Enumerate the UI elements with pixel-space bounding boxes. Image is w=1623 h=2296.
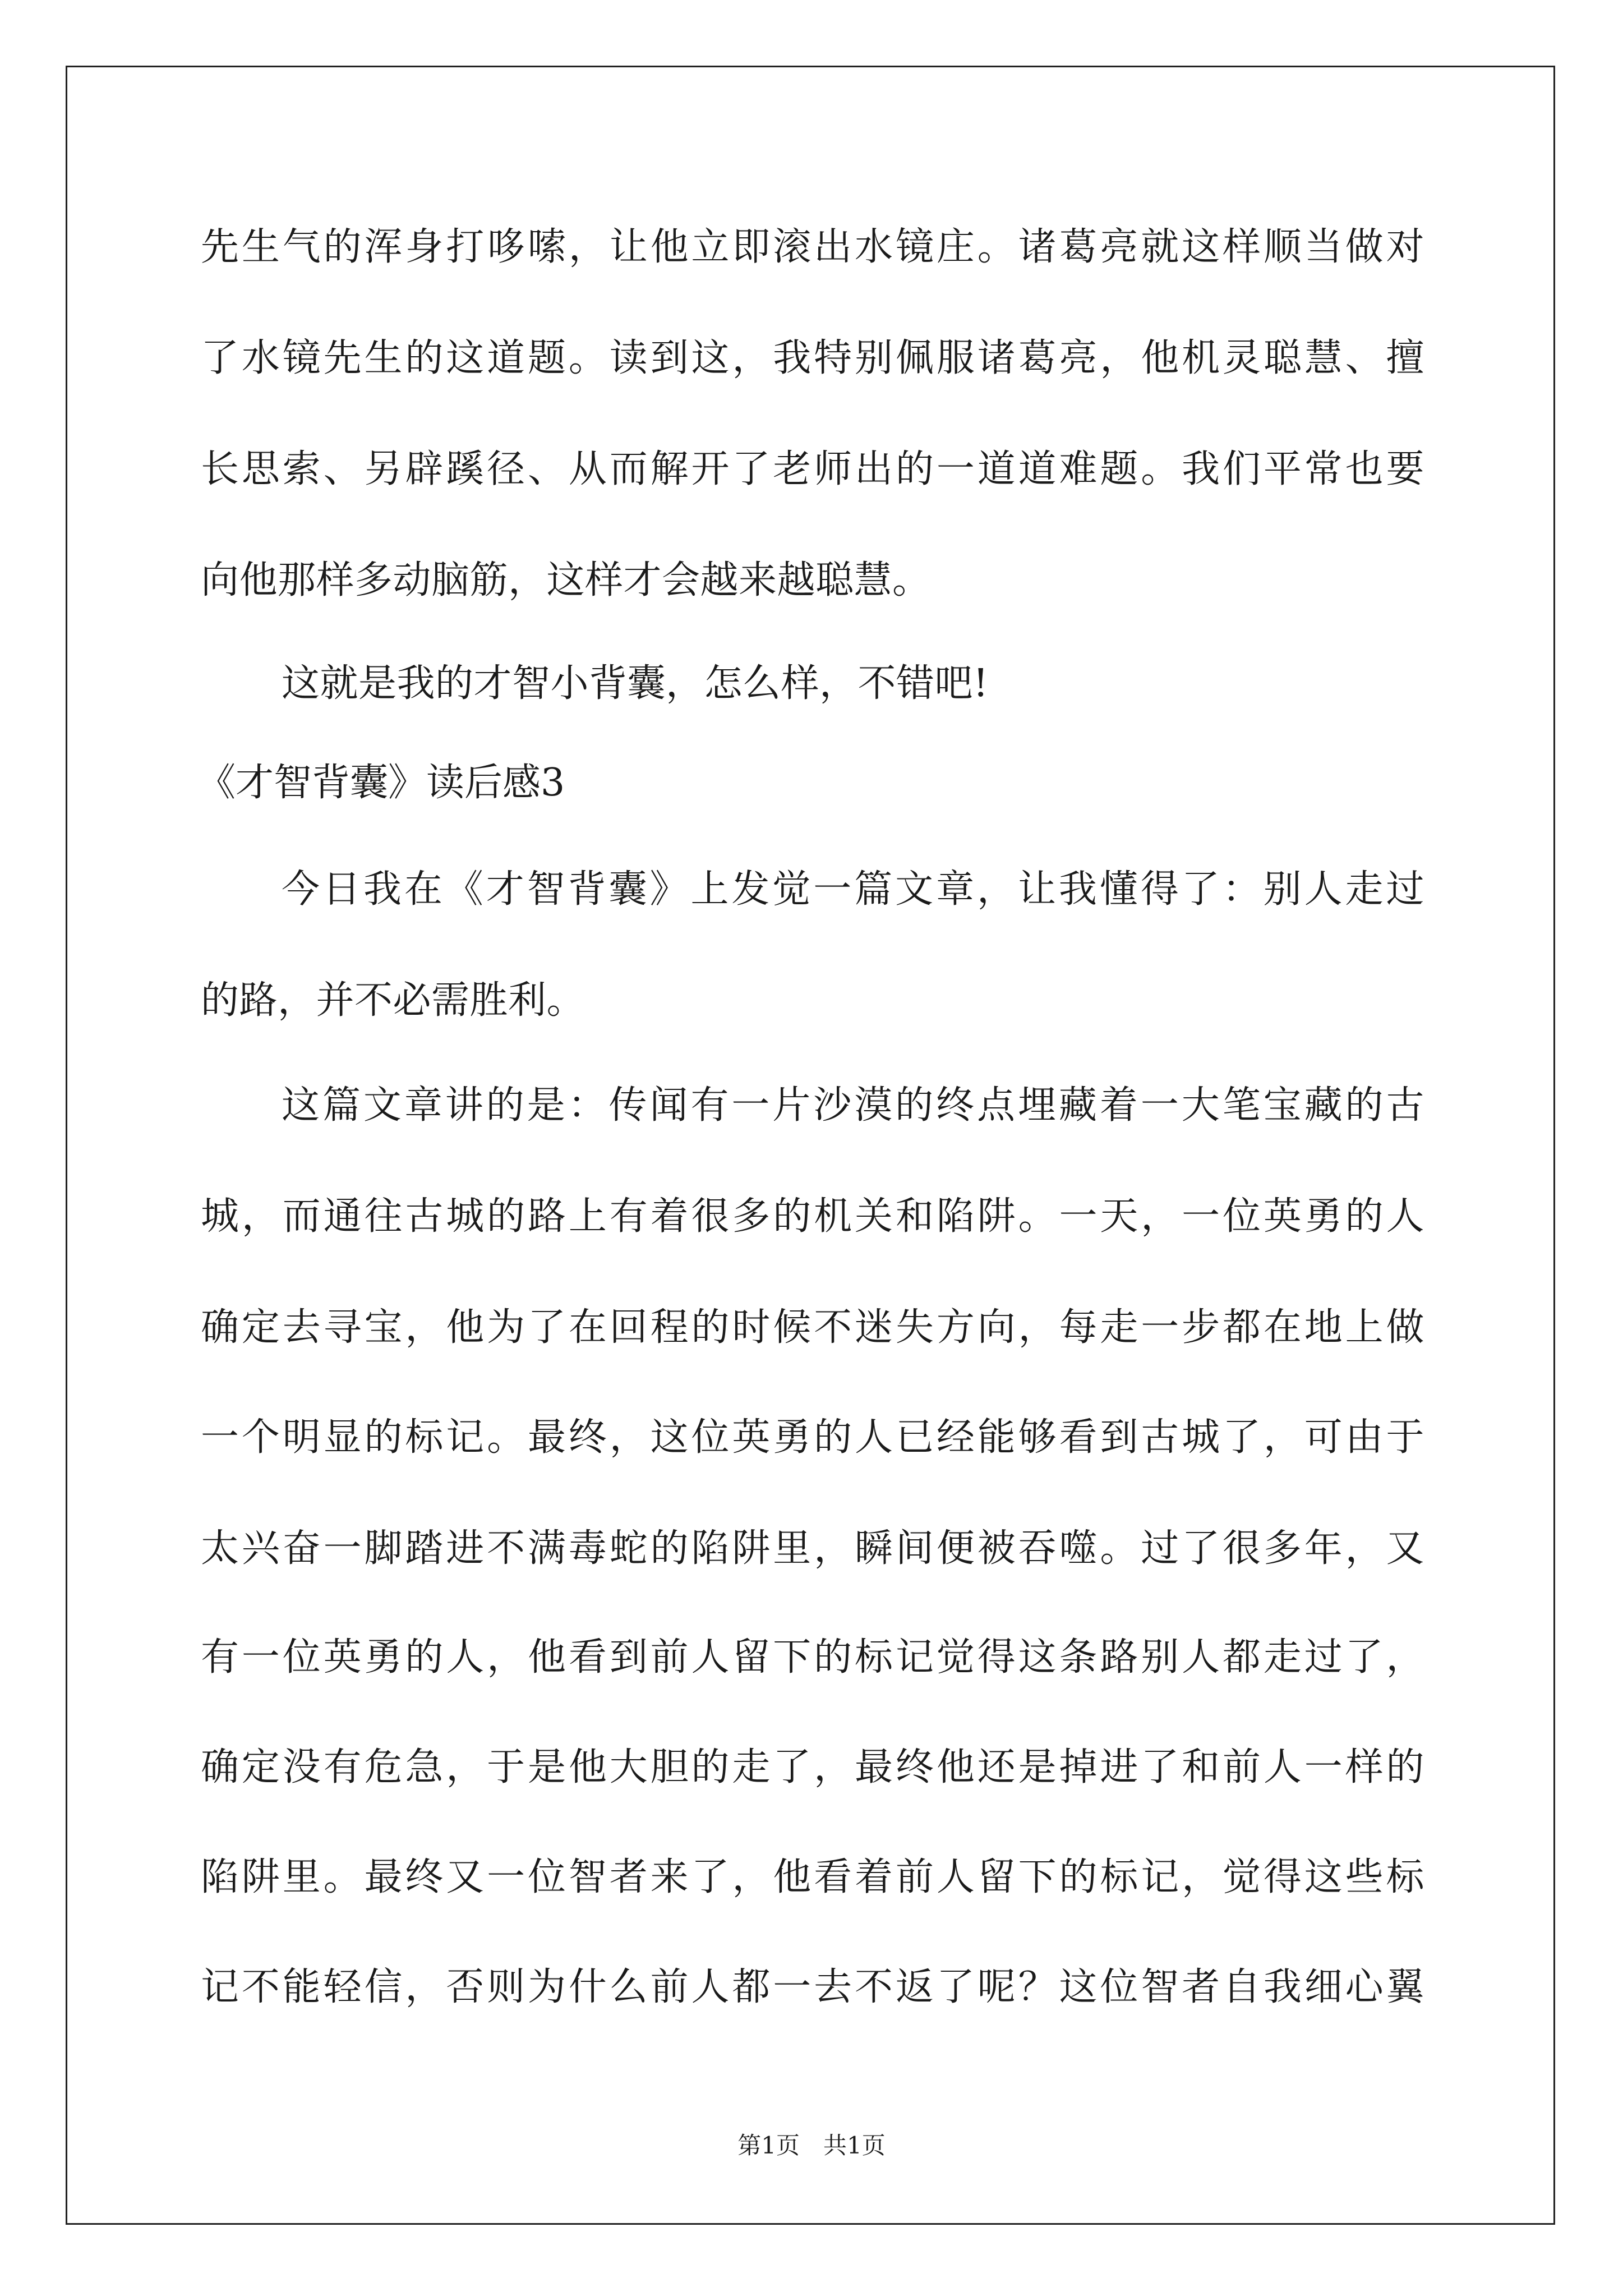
body-line: 城，而通往古城的路上有着很多的机关和陷阱。一天，一位英勇的人 xyxy=(201,1194,1424,1239)
body-line: 了水镜先生的这道题。读到这，我特别佩服诸葛亮，他机灵聪慧、擅 xyxy=(201,336,1424,380)
body-line: 的路，并不必需胜利。 xyxy=(201,978,585,1023)
body-line: 先生气的浑身打哆嗦，让他立即滚出水镜庄。诸葛亮就这样顺当做对 xyxy=(201,225,1424,269)
body-line: 记不能轻信，否则为什么前人都一去不返了呢？这位智者自我细心翼 xyxy=(201,1965,1424,2009)
body-line: 这篇文章讲的是：传闻有一片沙漠的终点埋藏着一大笔宝藏的古 xyxy=(282,1083,1424,1128)
body-line: 一个明显的标记。最终，这位英勇的人已经能够看到古城了，可由于 xyxy=(201,1415,1424,1460)
section-heading: 《才智背囊》读后感3 xyxy=(197,761,565,805)
body-line: 有一位英勇的人，他看到前人留下的标记觉得这条路别人都走过了， xyxy=(201,1635,1424,1680)
body-line: 确定没有危急，于是他大胆的走了，最终他还是掉进了和前人一样的 xyxy=(201,1745,1424,1789)
body-line: 长思索、另辟蹊径、从而解开了老师出的一道道难题。我们平常也要 xyxy=(201,447,1424,491)
body-line: 太兴奋一脚踏进不满毒蛇的陷阱里，瞬间便被吞噬。过了很多年，又 xyxy=(201,1526,1424,1571)
body-line: 向他那样多动脑筋，这样才会越来越聪慧。 xyxy=(201,558,931,602)
body-line: 这就是我的才智小背囊，怎么样，不错吧! xyxy=(282,661,989,706)
body-line: 今日我在《才智背囊》上发觉一篇文章，让我懂得了：别人走过 xyxy=(282,867,1424,912)
body-line: 确定去寻宝，他为了在回程的时候不迷失方向，每走一步都在地上做 xyxy=(201,1305,1424,1350)
body-line: 陷阱里。最终又一位智者来了，他看着前人留下的标记，觉得这些标 xyxy=(201,1855,1424,1899)
page-number-footer: 第1页 共1页 xyxy=(737,2132,886,2159)
